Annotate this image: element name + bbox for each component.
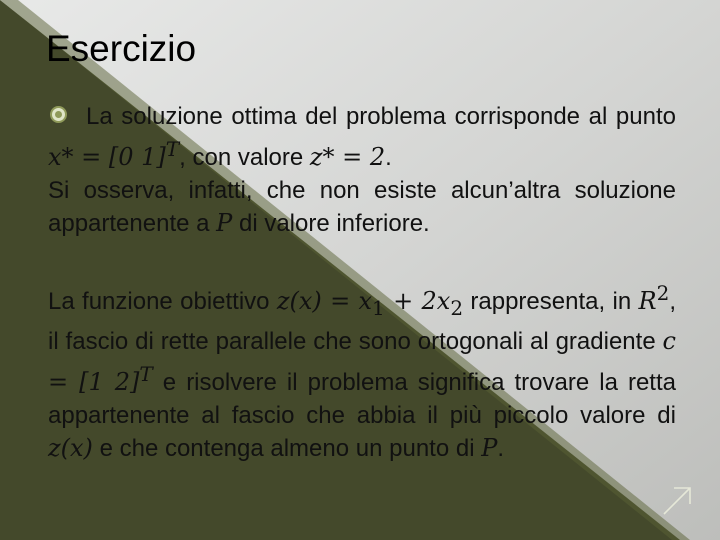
arrow-icon[interactable] [660,484,694,518]
slide-body [48,100,676,465]
paragraph-2: Si osserva, infatti, che non esiste alcun’altra soluzione appartenente a P di valore inferiore. [48,177,676,237]
slide-title: Esercizio [46,28,197,69]
paragraph-3: La funzione obiettivo $z(x) = x_1 + 2x_2$ rappresenta, in $R^2$, il fascio di rette parallele che sono ortogonali al gradiente c = [1 2]$^T$ e risolvere il problema significa trovare la retta appartenente al fascio che abbia il più piccolo valore di z(x) e che contenga almeno un punto di P. [48,281,677,462]
paragraph-1: La soluzione ottima del problema corrisponde al punto x* = [0 1]$^T$, con valore z* = 2. [48,103,676,171]
